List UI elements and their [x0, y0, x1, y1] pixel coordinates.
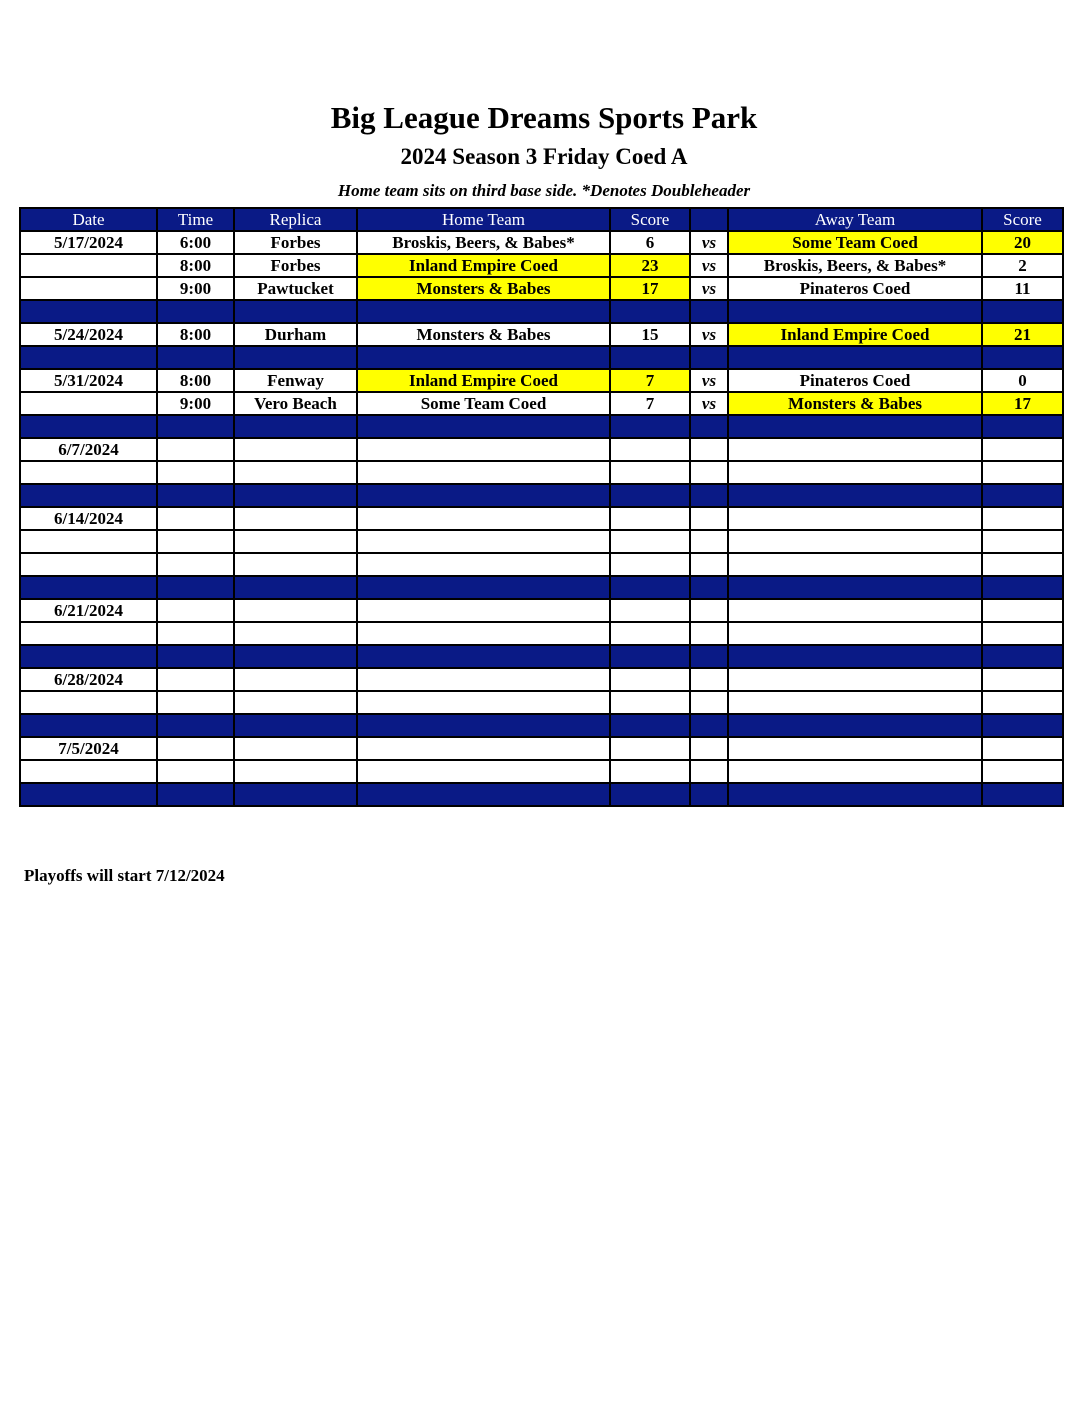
col-header-away-score: Score: [982, 208, 1063, 231]
spacer-cell: [728, 714, 982, 737]
date-cell: 6/21/2024: [20, 599, 157, 622]
away-score-cell: [982, 599, 1063, 622]
spacer-row: [20, 484, 1063, 507]
replica-cell: Vero Beach: [234, 392, 357, 415]
spacer-cell: [690, 576, 728, 599]
time-cell: [157, 507, 234, 530]
vs-cell: vs: [690, 323, 728, 346]
spacer-row: [20, 300, 1063, 323]
home-team-cell: [357, 507, 610, 530]
home-score-cell: 6: [610, 231, 690, 254]
replica-cell: [234, 668, 357, 691]
away-score-cell: 0: [982, 369, 1063, 392]
away-score-cell: [982, 668, 1063, 691]
spacer-cell: [20, 484, 157, 507]
game-row: [20, 599, 1063, 622]
game-row: [20, 553, 1063, 576]
game-row: [20, 277, 1063, 300]
spacer-cell: [157, 645, 234, 668]
spacer-cell: [357, 576, 610, 599]
away-score-cell: 11: [982, 277, 1063, 300]
date-cell: [20, 760, 157, 783]
spacer-cell: [982, 300, 1063, 323]
spacer-cell: [20, 714, 157, 737]
date-cell: [20, 622, 157, 645]
game-row: [20, 392, 1063, 415]
home-team-cell: Inland Empire Coed: [357, 254, 610, 277]
page-subtitle: 2024 Season 3 Friday Coed A: [400, 144, 688, 169]
date-cell: 7/5/2024: [20, 737, 157, 760]
away-team-cell: [728, 507, 982, 530]
spacer-cell: [234, 415, 357, 438]
spacer-cell: [234, 645, 357, 668]
spacer-cell: [234, 300, 357, 323]
game-row: [20, 323, 1063, 346]
replica-cell: Forbes: [234, 254, 357, 277]
time-cell: 9:00: [157, 392, 234, 415]
spacer-cell: [234, 576, 357, 599]
home-team-cell: [357, 461, 610, 484]
home-score-cell: [610, 668, 690, 691]
replica-cell: [234, 737, 357, 760]
spacer-cell: [157, 415, 234, 438]
away-team-cell: Inland Empire Coed: [728, 323, 982, 346]
schedule-note: Home team sits on third base side. *Denotes Doubleheader: [337, 181, 751, 200]
vs-cell: [690, 737, 728, 760]
spacer-cell: [982, 346, 1063, 369]
spacer-cell: [982, 645, 1063, 668]
vs-cell: [690, 599, 728, 622]
away-score-cell: [982, 691, 1063, 714]
game-row: [20, 530, 1063, 553]
away-score-cell: [982, 737, 1063, 760]
spacer-cell: [728, 645, 982, 668]
away-team-cell: Broskis, Beers, & Babes*: [728, 254, 982, 277]
spacer-row: [20, 714, 1063, 737]
home-score-cell: 7: [610, 392, 690, 415]
replica-cell: [234, 553, 357, 576]
game-row: [20, 691, 1063, 714]
spacer-cell: [357, 346, 610, 369]
spacer-cell: [982, 484, 1063, 507]
spacer-cell: [357, 300, 610, 323]
home-score-cell: [610, 691, 690, 714]
date-cell: [20, 461, 157, 484]
spacer-cell: [234, 783, 357, 806]
spacer-cell: [357, 783, 610, 806]
spacer-cell: [20, 576, 157, 599]
spacer-cell: [690, 484, 728, 507]
vs-cell: [690, 461, 728, 484]
away-team-cell: [728, 553, 982, 576]
home-score-cell: [610, 507, 690, 530]
away-score-cell: [982, 622, 1063, 645]
away-score-cell: [982, 553, 1063, 576]
away-team-cell: Monsters & Babes: [728, 392, 982, 415]
spacer-row: [20, 576, 1063, 599]
spacer-cell: [610, 415, 690, 438]
spacer-cell: [234, 714, 357, 737]
spacer-cell: [157, 783, 234, 806]
col-header-home-team: Home Team: [357, 208, 610, 231]
spacer-cell: [610, 714, 690, 737]
spacer-cell: [20, 645, 157, 668]
time-cell: [157, 760, 234, 783]
spacer-cell: [20, 783, 157, 806]
vs-cell: vs: [690, 277, 728, 300]
replica-cell: Durham: [234, 323, 357, 346]
home-score-cell: [610, 599, 690, 622]
date-cell: 5/17/2024: [20, 231, 157, 254]
spacer-row: [20, 645, 1063, 668]
replica-cell: Forbes: [234, 231, 357, 254]
home-score-cell: 15: [610, 323, 690, 346]
spacer-cell: [690, 645, 728, 668]
time-cell: [157, 461, 234, 484]
time-cell: 8:00: [157, 323, 234, 346]
away-team-cell: [728, 438, 982, 461]
spacer-row: [20, 415, 1063, 438]
col-header-date: Date: [20, 208, 157, 231]
date-cell: [20, 277, 157, 300]
spacer-cell: [690, 714, 728, 737]
away-team-cell: Pinateros Coed: [728, 277, 982, 300]
home-team-cell: [357, 622, 610, 645]
time-cell: [157, 691, 234, 714]
spacer-cell: [982, 415, 1063, 438]
replica-cell: [234, 438, 357, 461]
spacer-cell: [610, 484, 690, 507]
time-cell: [157, 530, 234, 553]
replica-cell: [234, 461, 357, 484]
away-score-cell: [982, 760, 1063, 783]
spacer-cell: [157, 714, 234, 737]
date-cell: [20, 553, 157, 576]
game-row: [20, 438, 1063, 461]
game-row: [20, 737, 1063, 760]
spacer-cell: [610, 576, 690, 599]
away-team-cell: [728, 461, 982, 484]
home-score-cell: [610, 760, 690, 783]
home-team-cell: [357, 691, 610, 714]
away-team-cell: Some Team Coed: [728, 231, 982, 254]
away-score-cell: [982, 461, 1063, 484]
spacer-cell: [234, 484, 357, 507]
vs-cell: [690, 553, 728, 576]
spacer-cell: [982, 714, 1063, 737]
home-score-cell: [610, 622, 690, 645]
spacer-row: [20, 783, 1063, 806]
col-header-replica: Replica: [234, 208, 357, 231]
game-row: [20, 254, 1063, 277]
spacer-cell: [728, 783, 982, 806]
spacer-cell: [157, 484, 234, 507]
home-team-cell: Broskis, Beers, & Babes*: [357, 231, 610, 254]
col-header-vs: [690, 208, 728, 231]
spacer-cell: [728, 576, 982, 599]
home-score-cell: 23: [610, 254, 690, 277]
spacer-cell: [157, 346, 234, 369]
spacer-cell: [20, 346, 157, 369]
game-row: [20, 507, 1063, 530]
home-team-cell: Some Team Coed: [357, 392, 610, 415]
game-row: [20, 369, 1063, 392]
away-team-cell: Pinateros Coed: [728, 369, 982, 392]
away-score-cell: 20: [982, 231, 1063, 254]
col-header-away-team: Away Team: [728, 208, 982, 231]
vs-cell: [690, 668, 728, 691]
spacer-cell: [610, 783, 690, 806]
spacer-cell: [982, 783, 1063, 806]
date-cell: [20, 254, 157, 277]
time-cell: 6:00: [157, 231, 234, 254]
spacer-cell: [157, 300, 234, 323]
away-score-cell: [982, 530, 1063, 553]
replica-cell: [234, 691, 357, 714]
game-row: [20, 461, 1063, 484]
home-score-cell: [610, 438, 690, 461]
away-team-cell: [728, 737, 982, 760]
replica-cell: [234, 599, 357, 622]
away-score-cell: 21: [982, 323, 1063, 346]
playoffs-note: Playoffs will start 7/12/2024: [24, 866, 225, 885]
away-team-cell: [728, 691, 982, 714]
home-score-cell: [610, 461, 690, 484]
spacer-cell: [357, 484, 610, 507]
home-team-cell: [357, 737, 610, 760]
date-cell: [20, 691, 157, 714]
replica-cell: Fenway: [234, 369, 357, 392]
schedule-table: [19, 207, 1064, 807]
spacer-cell: [690, 300, 728, 323]
col-header-time: Time: [157, 208, 234, 231]
spacer-cell: [690, 783, 728, 806]
vs-cell: vs: [690, 369, 728, 392]
home-team-cell: [357, 553, 610, 576]
away-score-cell: [982, 507, 1063, 530]
replica-cell: [234, 530, 357, 553]
home-team-cell: [357, 438, 610, 461]
spacer-row: [20, 346, 1063, 369]
vs-cell: [690, 438, 728, 461]
away-team-cell: [728, 622, 982, 645]
date-cell: 5/31/2024: [20, 369, 157, 392]
spacer-cell: [690, 346, 728, 369]
game-row: [20, 760, 1063, 783]
away-score-cell: 17: [982, 392, 1063, 415]
spacer-cell: [728, 484, 982, 507]
spacer-cell: [20, 300, 157, 323]
home-score-cell: [610, 530, 690, 553]
vs-cell: [690, 622, 728, 645]
game-row: [20, 668, 1063, 691]
spacer-cell: [234, 346, 357, 369]
replica-cell: [234, 622, 357, 645]
game-row: [20, 622, 1063, 645]
date-cell: [20, 530, 157, 553]
schedule-body: [20, 231, 1063, 806]
game-row: [20, 231, 1063, 254]
vs-cell: vs: [690, 254, 728, 277]
home-score-cell: 7: [610, 369, 690, 392]
page-title: Big League Dreams Sports Park: [330, 100, 758, 135]
vs-cell: [690, 691, 728, 714]
home-team-cell: [357, 760, 610, 783]
date-cell: 5/24/2024: [20, 323, 157, 346]
home-team-cell: Monsters & Babes: [357, 323, 610, 346]
spacer-cell: [610, 645, 690, 668]
time-cell: [157, 737, 234, 760]
vs-cell: vs: [690, 231, 728, 254]
home-score-cell: [610, 553, 690, 576]
vs-cell: [690, 507, 728, 530]
home-team-cell: Inland Empire Coed: [357, 369, 610, 392]
spacer-cell: [610, 346, 690, 369]
date-cell: 6/28/2024: [20, 668, 157, 691]
spacer-cell: [690, 415, 728, 438]
spacer-cell: [728, 300, 982, 323]
vs-cell: [690, 760, 728, 783]
spacer-cell: [610, 300, 690, 323]
header-row: [20, 208, 1063, 231]
spacer-cell: [357, 415, 610, 438]
spacer-cell: [357, 645, 610, 668]
away-team-cell: [728, 668, 982, 691]
time-cell: 8:00: [157, 254, 234, 277]
away-team-cell: [728, 760, 982, 783]
home-team-cell: [357, 530, 610, 553]
time-cell: 8:00: [157, 369, 234, 392]
away-team-cell: [728, 599, 982, 622]
away-score-cell: 2: [982, 254, 1063, 277]
time-cell: [157, 622, 234, 645]
time-cell: [157, 553, 234, 576]
vs-cell: vs: [690, 392, 728, 415]
spacer-cell: [157, 576, 234, 599]
home-team-cell: [357, 599, 610, 622]
spacer-cell: [20, 415, 157, 438]
away-team-cell: [728, 530, 982, 553]
time-cell: 9:00: [157, 277, 234, 300]
col-header-home-score: Score: [610, 208, 690, 231]
time-cell: [157, 599, 234, 622]
replica-cell: [234, 760, 357, 783]
time-cell: [157, 438, 234, 461]
replica-cell: [234, 507, 357, 530]
time-cell: [157, 668, 234, 691]
date-cell: 6/7/2024: [20, 438, 157, 461]
home-score-cell: [610, 737, 690, 760]
home-team-cell: Monsters & Babes: [357, 277, 610, 300]
replica-cell: Pawtucket: [234, 277, 357, 300]
date-cell: 6/14/2024: [20, 507, 157, 530]
home-team-cell: [357, 668, 610, 691]
away-score-cell: [982, 438, 1063, 461]
spacer-cell: [982, 576, 1063, 599]
date-cell: [20, 392, 157, 415]
spacer-cell: [728, 415, 982, 438]
spacer-cell: [728, 346, 982, 369]
spacer-cell: [357, 714, 610, 737]
home-score-cell: 17: [610, 277, 690, 300]
vs-cell: [690, 530, 728, 553]
